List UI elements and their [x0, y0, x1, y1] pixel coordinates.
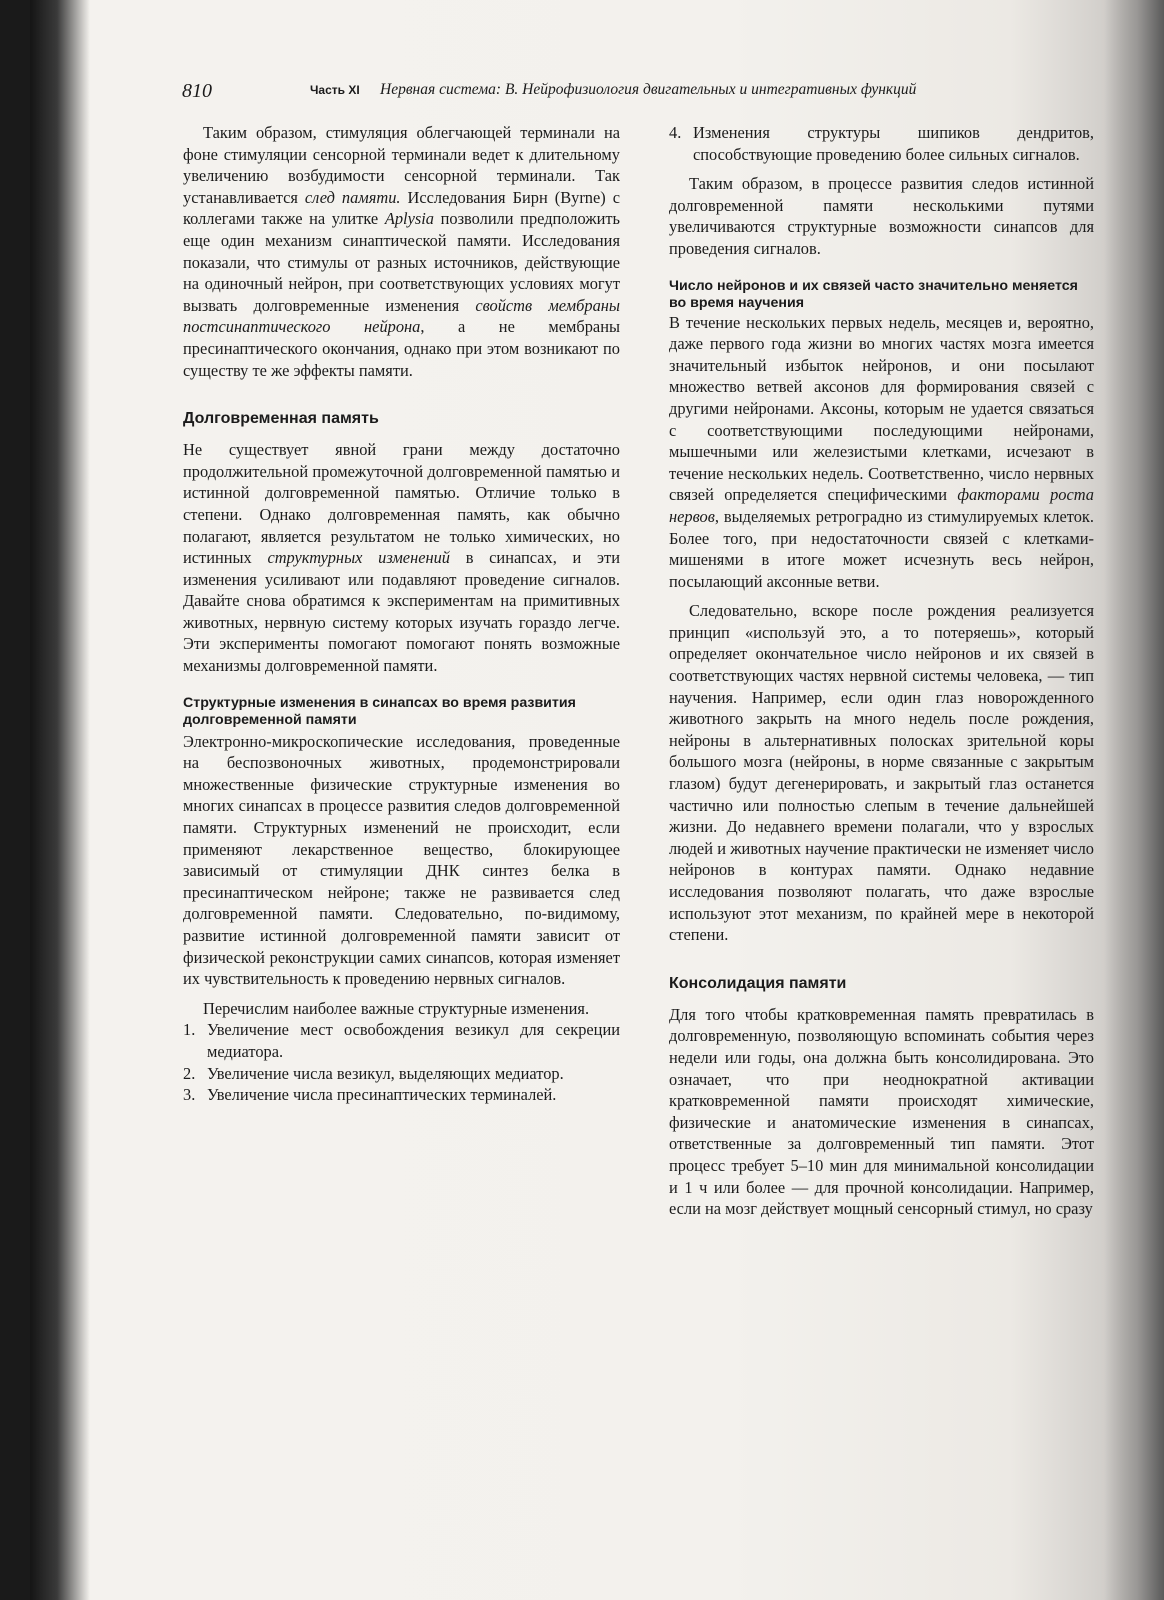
running-title: Нервная система: В. Нейрофизиология двигательных и интегративных функций	[380, 81, 917, 98]
paragraph-neuron-excess: В течение нескольких первых недель, месяцев и, вероятно, даже первого года жизни во многих частях мозга имеется значительный избыток нейронов, и они посылают множество ветвей аксонов для формирования связей с другими нейронами. Аксоны, которым не удается связаться с соответствующими последующими нейронами, мышечными или железистыми клетками, исчезают в течение нескольких недель. Соответственно, число нервных связей определяется специфическими факторами роста нервов, выделяемых ретроградно из стимулируемых клеток. Более того, при недостаточности связей с клетками-мишенями в итоге может исчезнуть весь нейрон, посылающий аксонные ветви.	[669, 312, 1095, 591]
paragraph-list-intro: Перечислим наиболее важные структурные изменения.	[203, 998, 590, 1018]
paragraph-consolidation: Для того чтобы кратковременная память превратилась в долговременную, позволяющую вспоминать события через недели или годы, она должна быть консолидирована. Это означает, что при неоднократной активации кратковременной памяти происходят химические, физические и анатомические изменения в синапсах, ответственные за долговременный тип памяти. Этот процесс требует 5–10 мин для минимальной консолидации и 1 ч или более — для прочной консолидации. Например, если на мозг действует мощный сенсорный стимул, но сразу	[669, 1004, 1094, 1219]
heading-neuron-count: Число нейронов и их связей часто значительно меняется во время научения	[669, 277, 1078, 311]
heading-structural-changes: Структурные изменения в синапсах во время развития долговременной памяти	[183, 694, 576, 728]
structural-changes-list	[183, 1019, 620, 1105]
paragraph-long-term-memory: Не существует явной грани между достаточно продолжительной промежуточной долговременной памятью и истинной долговременной памятью. Отличие только в степени. Однако долговременная память, как обычно полагают, является результатом не только химических, но истинных структурных изменений в синапсах, и эти изменения усиливают или подавляют проведение сигналов. Давайте снова обратимся к экспериментам на примитивных животных, нервную систему которых изучать гораздо легче. Эти эксперименты помогают помогают понять возможные механизмы долговременной памяти.	[183, 440, 620, 676]
page-number: 810	[182, 80, 212, 102]
paragraph-use-it-or-lose-it: Следовательно, вскоре после рождения реализуется принцип «используй это, а то потеряешь», который определяет окончательное число нейронов и их связей в соответствующих частях нервной системы человека, — тип научения. Например, если один глаз новорожденного животного закрыть на много недель после рождения, нейроны в альтернативных полосках зрительной коры большого мозга (нейроны, в норме связанные с закрытым глазом) будут дегенерировать, и закрытый глаз останется частично или полностью слепым в течение дальнейшей жизни. До недавнего времени полагали, что у взрослых людей и животных научение практически не изменяет число нейронов в контурах памяти. Однако недавние исследования позволяют полагать, что даже взрослые используют этот механизм, по крайней мере в некоторой степени.	[669, 601, 1094, 945]
structural-changes-list-continued	[669, 122, 1094, 165]
edge-shadow	[1104, 0, 1164, 1600]
list-item: 4. Изменения структуры шипиков дендритов, способствующие проведению более сильных сигналов.	[669, 123, 1094, 164]
heading-long-term-memory: Долговременная память	[183, 410, 379, 428]
list-item: 2. Увеличение числа везикул, выделяющих медиатор.	[183, 1063, 564, 1083]
paragraph-structural-changes: Электронно-микроскопические исследования, проведенные на беспозвоночных животных, продемонстрировали множественные физические структурные изменения во многих синапсах в процессе развития следов долговременной памяти. Структурных изменений не происходит, если применяют лекарственное вещество, блокирующее зависимый от стимуляции ДНК синтез белка в пресинаптическом нейроне; также не развивается след долговременной памяти. Следовательно, по-видимому, развитие истинной долговременной памяти зависит от физической реконструкции самих синапсов, которая изменяет их чувствительность к проведению нервных сигналов.	[183, 731, 620, 989]
paragraph-summary: Таким образом, в процессе развития следов истинной долговременной памяти несколькими путями увеличиваются структурные возможности синапсов для проведения сигналов.	[669, 174, 1094, 258]
running-header	[182, 80, 982, 108]
part-label: Часть XI	[310, 83, 360, 97]
list-item: 3. Увеличение числа пресинаптических терминалей.	[183, 1085, 557, 1105]
list-item: 1. Увеличение мест освобождения везикул для секреции медиатора.	[183, 1020, 620, 1061]
left-column	[183, 122, 620, 1106]
paragraph-memory-trace: Таким образом, стимуляция облегчающей терминали на фоне стимуляции сенсорной терминали ведет к длительному увеличению возбудимости сенсорной терминали. Так устанавливается след памяти. Исследования Бирн (Byrne) с коллегами также на улитке Aplysia позволили предположить еще один механизм синаптической памяти. Исследования показали, что стимулы от разных источников, действующие на одиночный нейрон, при соответствующих условиях могут вызвать долговременные изменения свойств мембраны постсинаптического нейрона, а не мембраны пресинаптического окончания, однако при этом возникают по существу те же эффекты памяти.	[183, 123, 621, 380]
binding-shadow	[30, 0, 90, 1600]
heading-memory-consolidation: Консолидация памяти	[669, 974, 847, 992]
book-page	[30, 0, 1164, 1600]
right-column	[669, 122, 1094, 1220]
